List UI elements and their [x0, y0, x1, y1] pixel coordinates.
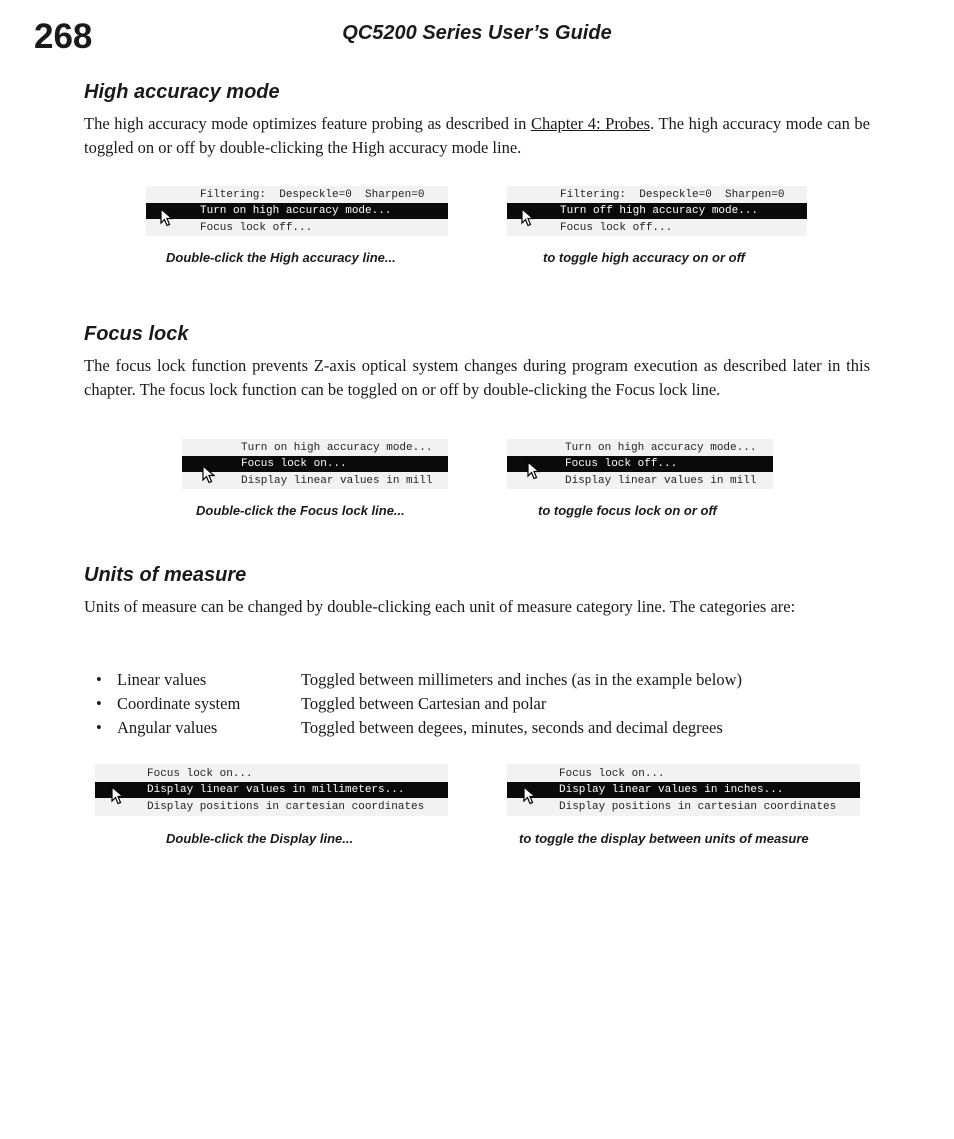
list-item	[96, 668, 896, 692]
units-category-list	[96, 668, 896, 740]
page-number: 268	[34, 17, 93, 56]
paragraph-text: The high accuracy mode optimizes feature probing as described in	[84, 114, 531, 133]
caption-high-accuracy-left: Double-click the High accuracy line...	[166, 250, 396, 265]
mouse-pointer-icon	[111, 786, 125, 806]
list-line-filtering: Filtering: Despeckle=0 Sharpen=0	[200, 189, 425, 201]
screenshot-high-accuracy-off	[507, 186, 807, 236]
list-line-focus-lock: Focus lock off...	[200, 222, 313, 234]
chapter-4-probes-link[interactable]: Chapter 4: Probes	[530, 114, 651, 133]
paragraph-high-accuracy	[84, 112, 870, 160]
paragraph-focus-lock: The focus lock function prevents Z-axis optical system changes during program execution as described later in this chapter. The focus lock function can be toggled on or off by double-clicking the Focus lock line.	[84, 356, 870, 399]
caption-units-left: Double-click the Display line...	[166, 831, 354, 846]
mouse-pointer-icon	[202, 465, 216, 485]
running-title: QC5200 Series User’s Guide	[342, 22, 612, 44]
caption-high-accuracy-right: to toggle high accuracy on or off	[543, 250, 745, 265]
list-line-selected: Display linear values in inches...	[507, 782, 860, 798]
list-line-selected: Focus lock off...	[507, 456, 773, 472]
list-item-description: Toggled between Cartesian and polar	[301, 694, 547, 713]
mouse-pointer-icon	[523, 786, 537, 806]
mouse-pointer-icon	[527, 461, 541, 481]
list-item-term: Linear values	[117, 670, 207, 689]
mouse-pointer-icon	[521, 208, 535, 228]
list-line-selected: Turn off high accuracy mode...	[507, 203, 807, 219]
list-item-description: Toggled between degees, minutes, seconds and decimal degrees	[301, 718, 723, 737]
list-line-display-positions: Display positions in cartesian coordinates	[147, 801, 425, 813]
list-line-filtering: Filtering: Despeckle=0 Sharpen=0	[560, 189, 785, 201]
list-line-focus-lock: Focus lock on...	[147, 768, 253, 780]
list-line-display-linear: Display linear values in mill	[241, 475, 433, 487]
screenshot-focus-lock-on	[182, 439, 448, 489]
heading-focus-lock: Focus lock	[84, 323, 189, 345]
bullet: •	[96, 718, 102, 737]
list-line-display-linear: Display linear values in mill	[565, 475, 757, 487]
bullet: •	[96, 694, 102, 713]
screenshot-high-accuracy-on	[146, 186, 448, 236]
list-item	[96, 716, 896, 740]
caption-focus-lock-right: to toggle focus lock on or off	[538, 503, 717, 518]
heading-units-of-measure: Units of measure	[84, 564, 247, 586]
list-item-description: Toggled between millimeters and inches (as in the example below)	[301, 670, 742, 689]
screenshot-units-inches	[507, 764, 860, 816]
bullet: •	[96, 670, 102, 689]
caption-focus-lock-left: Double-click the Focus lock line...	[196, 503, 405, 518]
list-line-focus-lock: Focus lock off...	[560, 222, 673, 234]
list-line-selected: Turn on high accuracy mode...	[146, 203, 448, 219]
list-line-high-accuracy: Turn on high accuracy mode...	[241, 442, 433, 454]
list-line-high-accuracy: Turn on high accuracy mode...	[565, 442, 757, 454]
list-line-display-positions: Display positions in cartesian coordinates	[559, 801, 837, 813]
screenshot-focus-lock-off	[507, 439, 773, 489]
list-line-selected: Display linear values in millimeters...	[95, 782, 448, 798]
list-item	[96, 692, 896, 716]
list-item-term: Angular values	[117, 718, 218, 737]
heading-high-accuracy-mode: High accuracy mode	[84, 81, 280, 103]
caption-units-right: to toggle the display between units of measure	[519, 831, 809, 846]
list-item-term: Coordinate system	[117, 694, 241, 713]
paragraph-units: Units of measure can be changed by double-clicking each unit of measure category line. The categories are:	[84, 597, 796, 616]
list-line-selected: Focus lock on...	[182, 456, 448, 472]
list-line-focus-lock: Focus lock on...	[559, 768, 665, 780]
paragraph-text: . The high accuracy mode can be toggled on or off by double-clicking the High accuracy mode line.	[84, 114, 870, 157]
screenshot-units-millimeters	[95, 764, 448, 816]
mouse-pointer-icon	[160, 208, 174, 228]
